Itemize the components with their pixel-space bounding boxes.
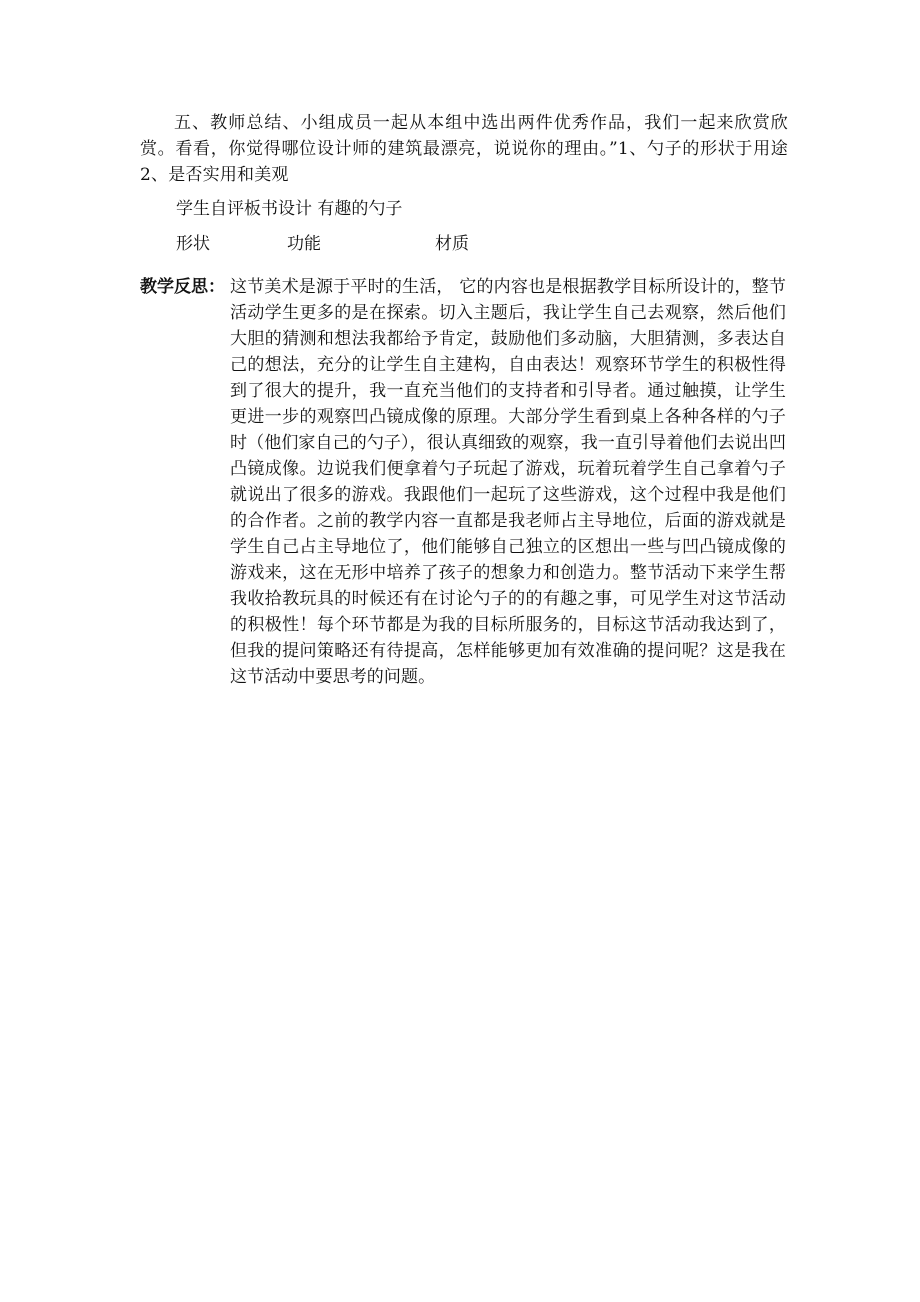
board-item-shape: 形状 [176, 234, 210, 254]
board-item-function: 功能 [287, 234, 321, 254]
reflection-label: 教学反思： [140, 277, 225, 297]
summary-paragraph: 五、教师总结、小组成员一起从本组中选出两件优秀作品，我们一起来欣赏欣赏。看看，你觉得哪位设计师的建筑最漂亮，说说你的理由。”1、勺子的形状于用途 2、是否实用和美观 [140, 113, 788, 185]
board-design-title: 学生自评板书设计 有趣的勺子 [176, 199, 403, 219]
reflection-body: 这节美术是源于平时的生活， 它的内容也是根据教学目标所设计的，整节活动学生更多的是在探索。切入主题后，我让学生自己去观察，然后他们大胆的猜测和想法我都给予肯定，鼓励他们多动脑，大胆猜测，多表达自己的想法，充分的让学生自主建构，自由表达！观察环节学生的积极性得到了很大的提升，我一直充当他们的支持者和引导者。通过触摸，让学生更进一步的观察凹凸镜成像的原理。大部分学生看到桌上各种各样的勺子时（他们家自己的勺子），很认真细致的观察，我一直引导着他们去说出凹凸镜成像。边说我们便拿着勺子玩起了游戏，玩着玩着学生自己拿着勺子就说出了很多的游戏。我跟他们一起玩了这些游戏，这个过程中我是他们的合作者。之前的教学内容一直都是我老师占主导地位，后面的游戏就是学生自己占主导地位了，他们能够自己独立的区想出一些与凹凸镜成像的游戏来，这在无形中培养了孩子的想象力和创造力。整节活动下来学生帮我收拾教玩具的时候还有在讨论勺子的的有趣之事，可见学生对这节活动的积极性！每个环节都是为我的目标所服务的，目标这节活动我达到了，但我的提问策略还有待提高，怎样能够更加有效准确的提问呢？这是我在这节活动中要思考的问题。 [230, 277, 786, 687]
board-item-material: 材质 [435, 234, 469, 254]
